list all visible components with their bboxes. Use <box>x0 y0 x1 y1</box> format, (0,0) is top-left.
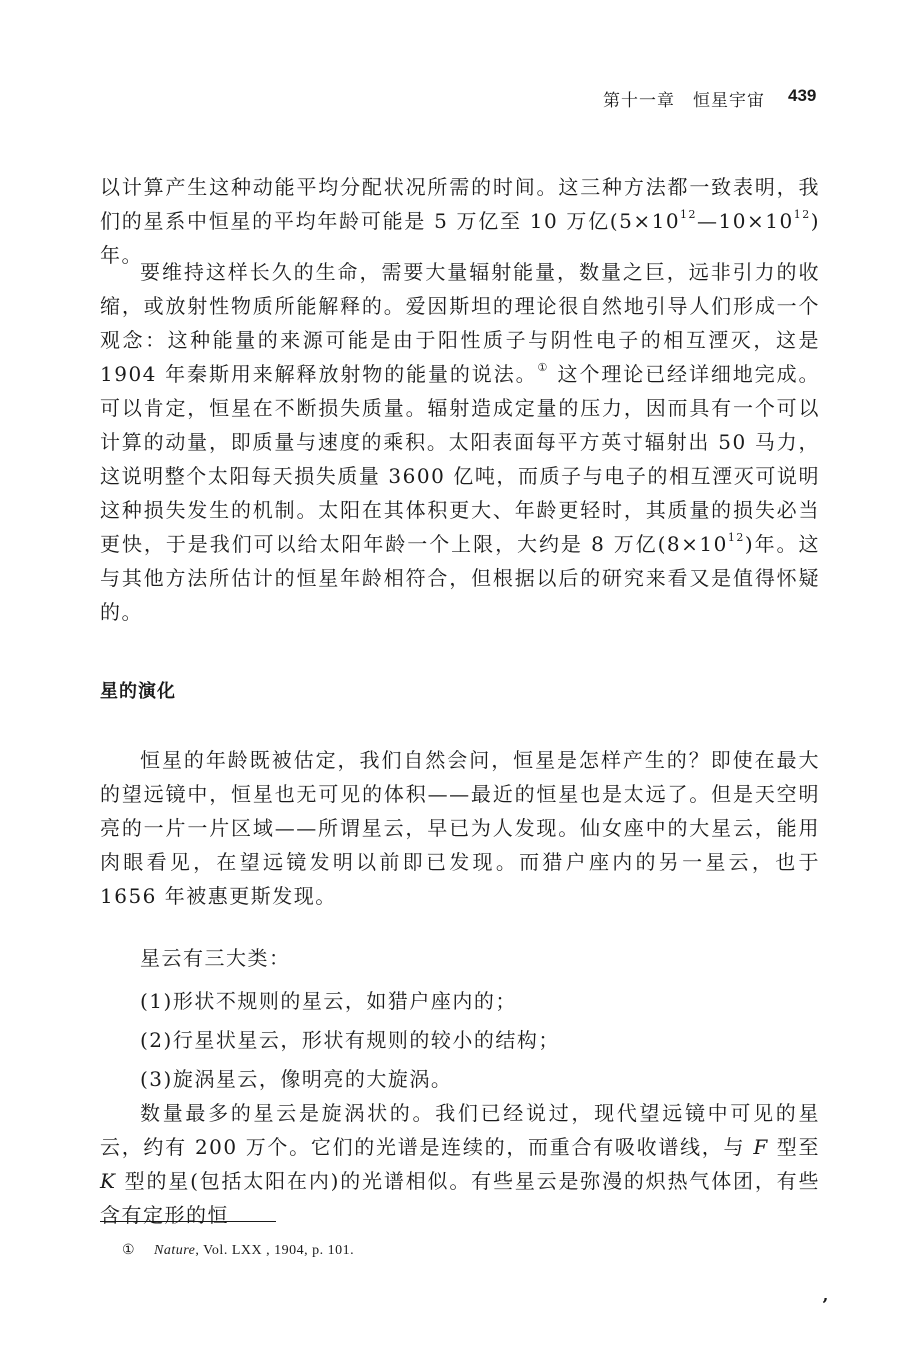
stray-mark: ’ <box>822 1295 829 1316</box>
running-header <box>0 86 900 110</box>
footnote-reference: ① <box>537 361 550 375</box>
list-item: (2)行星状星云，形状有规则的较小的结构； <box>140 1028 560 1052</box>
footnote-journal: Nature <box>154 1243 196 1258</box>
page-number: 439 <box>788 86 817 105</box>
paragraph-text: )年。这与其他方法所估计的恒星年龄相符合，但根据以后的研究来看又是值得怀疑的。 <box>100 532 820 624</box>
paragraph-text: 星云有三大类： <box>140 946 291 970</box>
paragraph-text: 的星系中恒星的平均年龄可能是 5 万亿至 10 万亿(5×10 <box>121 209 681 233</box>
footnote-divider <box>100 1221 276 1222</box>
spectral-type-k: K <box>100 1169 117 1193</box>
paragraph-energy <box>100 255 820 629</box>
list-item: (3)旋涡星云，像明亮的大旋涡。 <box>140 1067 453 1091</box>
paragraph-text: 型的星(包括太阳在内)的光谱相似。有些星云是弥漫的炽热气体团，有些含有定形的恒 <box>100 1169 820 1227</box>
footnote-mark: ① <box>122 1243 136 1258</box>
paragraph-text: 数量最多的星云是旋涡状的。我们已经说过，现代望远镜中可见的星云，约有 200 万个。它们的光谱是连续的，而重合有吸收谱线，与 <box>100 1101 820 1159</box>
exponent: 12 <box>793 208 811 222</box>
paragraph-text: 恒星的年龄既被估定，我们自然会问，恒星是怎样产生的？即使在最大的望远镜中，恒星也无可见的体积——最近的恒星也是太远了。但是天空明亮的一片一片区域——所谓星云，早已为人发现。仙女座中的大星云，能用肉眼看见，在望远镜发明以前即已发现。而猎户座内的另一星云，也于 1656 年被惠更斯发现。 <box>100 748 820 908</box>
footnote <box>100 1242 354 1259</box>
paragraph-text: 这个理论已经详细地完成。可以肯定，恒星在不断损失质量。辐射造成定量的压力，因而具有一个可以计算的动量，即质量与速度的乘积。太阳表面每平方英寸辐射出 50 马力，这说明整个太阳每天损失质量 3600 亿吨，而质子与电子的相互湮灭可说明这种损失发生的机制。太阳在其体积更大、年龄更轻时，其质量的损失必当更快，于是我们可以给太阳年龄一个上限，大约是 8 万亿(8×10 <box>100 362 820 556</box>
paragraph-text: —10×10 <box>697 209 794 233</box>
paragraph-text: 型至 <box>768 1135 820 1159</box>
nebula-type-list <box>140 982 560 1099</box>
chapter-title: 第十一章 恒星宇宙 <box>603 91 765 111</box>
paragraph-types <box>100 941 820 975</box>
paragraph-spiral <box>100 1096 820 1232</box>
section-heading: 星的演化 <box>100 681 176 702</box>
paragraph-text: )年。 <box>100 209 821 267</box>
paragraph-nebulae <box>100 743 820 913</box>
exponent: 12 <box>727 531 745 545</box>
paragraph-text: 要维持这样长久的生命，需要大量辐射能量，数量之巨，远非引力的收缩，或放射性物质所能解释的。爱因斯坦的理论很自然地引导人们形成一个观念：这种能量的来源可能是由于阳性质子与阴性电子的相互湮灭，这是 1904 年秦斯用来解释放射物的能量的说法。 <box>100 260 820 386</box>
footnote-citation: , Vol. LXX , 1904, p. 101. <box>195 1243 355 1258</box>
paragraph-text: 以计算产生这种动能平均分配状况所需的时间。这三种方法都一致表明，我们 <box>100 175 820 233</box>
exponent: 12 <box>680 208 698 222</box>
list-item: (1)形状不规则的星云，如猎户座内的； <box>140 989 517 1013</box>
spectral-type-f: F <box>753 1135 769 1159</box>
